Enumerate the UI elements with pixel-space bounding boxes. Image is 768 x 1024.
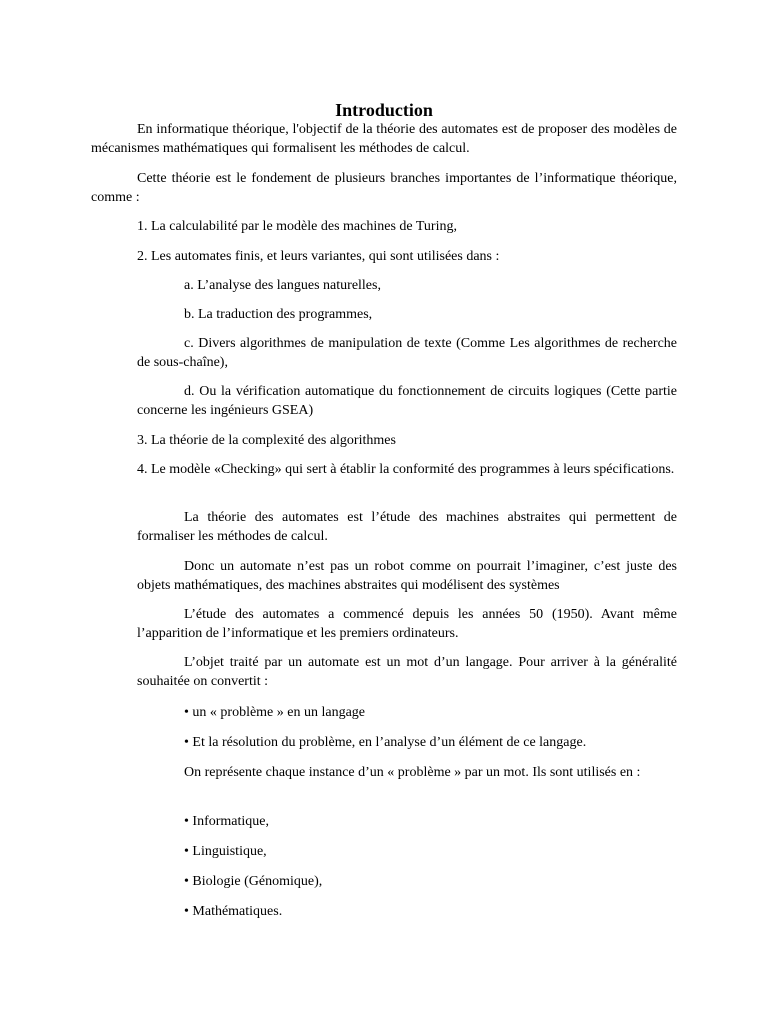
sub-item-c: c. Divers algorithmes de manipulation de texte (Comme Les algorithmes de recherche de sous-chaîne), (137, 336, 677, 370)
paragraph-not-robot: Donc un automate n’est pas un robot comme on pourrait l’imaginer, c’est juste des objets mathématiques, des machines abstraites qui modélisent des systèmes (137, 559, 677, 593)
sub-item-b: b. La traduction des programmes, (184, 307, 373, 322)
paragraph-branches: Cette théorie est le fondement de plusieurs branches importantes de l’informatique théorique, comme : (91, 171, 677, 205)
paragraph-intro: En informatique théorique, l'objectif de la théorie des automates est de proposer des modèles de mécanismes mathématiques qui formalisent les méthodes de calcul. (91, 122, 677, 156)
paragraph-definition: La théorie des automates est l’étude des machines abstraites qui permettent de formaliser les méthodes de calcul. (137, 510, 677, 544)
bullet-resolution: • Et la résolution du problème, en l’analyse d’un élément de ce langage. (184, 735, 587, 750)
list-item-4: 4. Le modèle «Checking» qui sert à établir la conformité des programmes à leurs spécifications. (137, 462, 675, 477)
use-biologie: • Biologie (Génomique), (184, 874, 323, 889)
list-item-3: 3. La théorie de la complexité des algorithmes (137, 433, 396, 448)
sub-item-a: a. L’analyse des langues naturelles, (184, 278, 381, 293)
use-linguistique: • Linguistique, (184, 844, 267, 859)
paragraph-language: L’objet traité par un automate est un mot d’un langage. Pour arriver à la généralité souhaitée on convertit : (137, 655, 677, 689)
use-mathematiques: • Mathématiques. (184, 904, 283, 919)
sub-item-d: d. Ou la vérification automatique du fonctionnement de circuits logiques (Cette partie concerne les ingénieurs GSEA) (137, 384, 677, 418)
list-item-2: 2. Les automates finis, et leurs variantes, qui sont utilisées dans : (137, 249, 500, 264)
paragraph-instance: On représente chaque instance d’un « problème » par un mot. Ils sont utilisés en : (184, 765, 641, 780)
bullet-problem-language: • un « problème » en un langage (184, 705, 366, 720)
use-informatique: • Informatique, (184, 814, 269, 829)
list-item-1: 1. La calculabilité par le modèle des machines de Turing, (137, 219, 457, 234)
paragraph-history: L’étude des automates a commencé depuis les années 50 (1950). Avant même l’apparition de l’informatique et les premiers ordinateurs. (137, 607, 677, 641)
page-title: Introduction (335, 100, 433, 121)
